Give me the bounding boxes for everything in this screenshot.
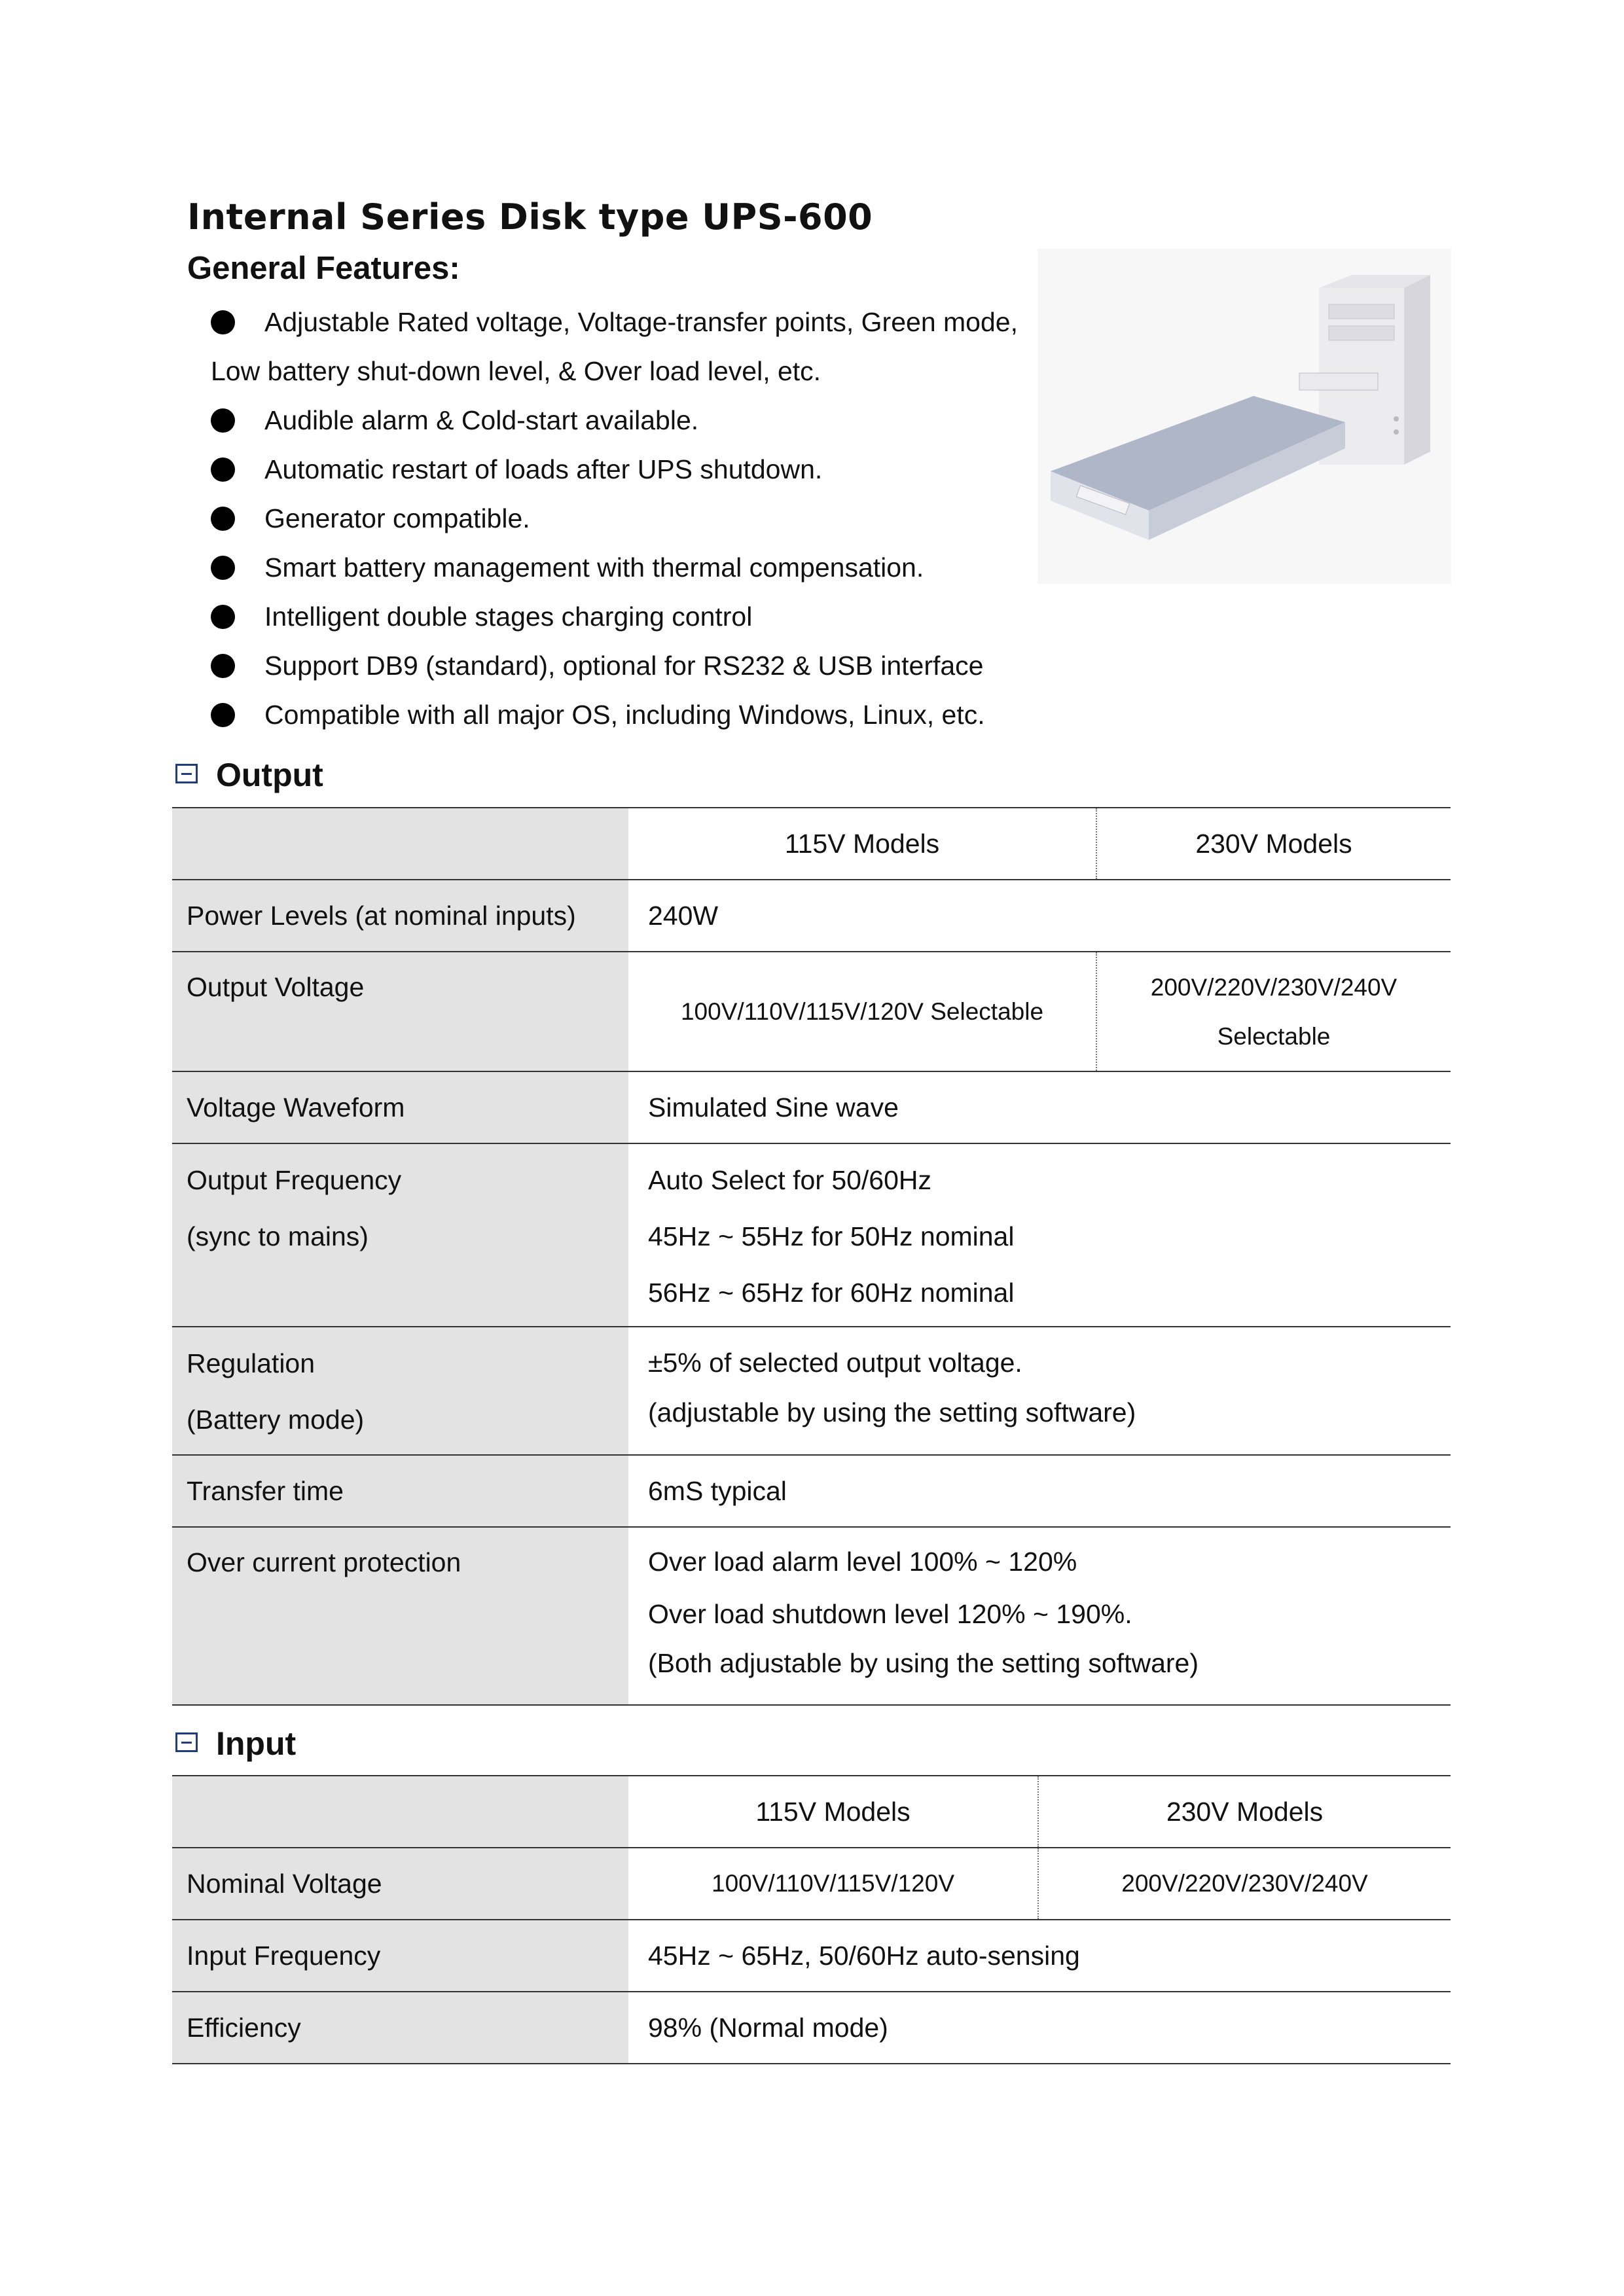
table-row	[172, 1527, 1451, 1705]
table-row	[172, 880, 1451, 952]
feature-item-continued: Low battery shut-down level, & Over load level, etc.	[211, 356, 821, 386]
bullet-icon	[211, 556, 235, 580]
feature-item: Intelligent double stages charging control	[187, 592, 1058, 641]
row-label: Input Frequency	[172, 1920, 628, 1992]
table-header-cell: 230V Models	[1038, 1776, 1451, 1848]
row-label: Nominal Voltage	[172, 1848, 628, 1920]
row-value: Over load alarm level 100% ~ 120% Over load shutdown level 120% ~ 190%. (Both adjustable by using the setting software)	[628, 1527, 1451, 1705]
row-value: 200V/220V/230V/240V Selectable	[1096, 952, 1451, 1071]
feature-item: Automatic restart of loads after UPS shutdown.	[187, 445, 1058, 494]
bullet-icon	[211, 605, 235, 629]
table-row	[172, 1920, 1451, 1992]
table-row	[172, 1455, 1451, 1527]
feature-item: Compatible with all major OS, including Windows, Linux, etc.	[187, 691, 1058, 740]
row-value: 200V/220V/230V/240V	[1038, 1848, 1451, 1920]
row-value: 6mS typical	[628, 1455, 1451, 1527]
table-cell	[172, 1776, 628, 1848]
row-label: Output Voltage	[172, 952, 628, 1071]
feature-item: Adjustable Rated voltage, Voltage-transfer points, Green mode,	[187, 298, 1058, 347]
table-header-cell: 115V Models	[628, 1776, 1038, 1848]
row-label: Voltage Waveform	[172, 1071, 628, 1143]
bullet-icon	[211, 408, 235, 433]
table-row	[172, 1776, 1451, 1848]
table-header-cell: 230V Models	[1096, 808, 1451, 880]
row-value: 45Hz ~ 65Hz, 50/60Hz auto-sensing	[628, 1920, 1451, 1992]
table-cell	[172, 808, 628, 880]
section-subtitle: General Features:	[187, 251, 460, 286]
table-row	[172, 1143, 1451, 1327]
bullet-icon	[211, 507, 235, 531]
bullet-icon	[211, 310, 235, 334]
output-section-heading: Output	[175, 756, 323, 794]
feature-item: Smart battery management with thermal compensation.	[187, 543, 1058, 592]
row-label: Output Frequency (sync to mains)	[172, 1143, 628, 1327]
table-row	[172, 1071, 1451, 1143]
row-label: Power Levels (at nominal inputs)	[172, 880, 628, 952]
row-value: 240W	[628, 880, 1451, 952]
feature-item: Support DB9 (standard), optional for RS232 & USB interface	[187, 641, 1058, 691]
row-label: Transfer time	[172, 1455, 628, 1527]
row-label: Efficiency	[172, 1992, 628, 2064]
row-label: Regulation (Battery mode)	[172, 1327, 628, 1455]
row-value: Auto Select for 50/60Hz 45Hz ~ 55Hz for 50Hz nominal 56Hz ~ 65Hz for 60Hz nominal	[628, 1143, 1451, 1327]
feature-item: Generator compatible.	[187, 494, 1058, 543]
input-section-heading: Input	[175, 1725, 296, 1763]
bullet-icon	[211, 457, 235, 482]
features-list	[187, 298, 1058, 740]
row-value: 100V/110V/115V/120V	[628, 1848, 1038, 1920]
bullet-icon	[211, 703, 235, 727]
table-row	[172, 952, 1451, 1071]
row-label: Over current protection	[172, 1527, 628, 1705]
table-row	[172, 1327, 1451, 1455]
ups-product-photo	[1038, 249, 1451, 584]
row-value: 100V/110V/115V/120V Selectable	[628, 952, 1096, 1071]
row-value: 98% (Normal mode)	[628, 1992, 1451, 2064]
page-title: Internal Series Disk type UPS-600	[187, 196, 873, 238]
table-row	[172, 1992, 1451, 2064]
row-value: Simulated Sine wave	[628, 1071, 1451, 1143]
input-spec-table	[172, 1775, 1451, 2064]
collapse-box-icon[interactable]	[175, 764, 198, 783]
feature-item: Audible alarm & Cold-start available.	[187, 396, 1058, 445]
table-row	[172, 808, 1451, 880]
output-spec-table	[172, 807, 1451, 1706]
row-value: ±5% of selected output voltage. (adjustable by using the setting software)	[628, 1327, 1451, 1455]
table-row	[172, 1848, 1451, 1920]
table-header-cell: 115V Models	[628, 808, 1096, 880]
collapse-box-icon[interactable]	[175, 1732, 198, 1752]
bullet-icon	[211, 654, 235, 678]
